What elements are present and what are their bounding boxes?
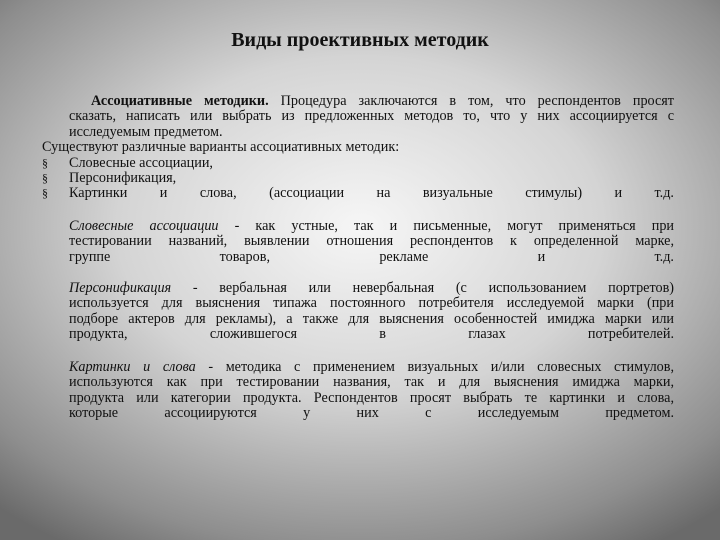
- word: и: [614, 185, 623, 202]
- word: продукта,: [69, 326, 128, 343]
- word: Картинки: [69, 185, 128, 202]
- word: исследуемым: [477, 404, 560, 421]
- p3-term: Картинки и слова: [69, 358, 196, 375]
- p2-line-1: [69, 281, 674, 296]
- word: них: [356, 404, 379, 421]
- list-item-text: Персонификация,: [69, 170, 177, 187]
- intro-line-1-text: Процедура заключаются в том, что респондентов просят: [280, 93, 675, 109]
- word: стимулы): [525, 185, 583, 202]
- word: у: [303, 404, 311, 421]
- intro-line-2: сказать, написать или выбрать из предложенных методов то, что у них ассоциируется с: [69, 108, 674, 125]
- p2-line-4: [69, 327, 674, 342]
- word: товаров,: [219, 248, 270, 265]
- p2-term: Персонификация: [69, 280, 172, 297]
- p2-line-1-text: - вербальная или невербальная (с использованием портретов): [171, 280, 674, 297]
- p3-line-1: [69, 360, 674, 375]
- paragraph-word-associations: [69, 219, 674, 265]
- paragraph-pictures-and-words: [69, 360, 674, 422]
- bullet-mark: §: [42, 171, 48, 186]
- variants-lead: Существуют различные варианты ассоциативных методик:: [42, 139, 400, 156]
- word: т.д.: [654, 185, 674, 202]
- intro-line-3: исследуемым предметом.: [69, 123, 223, 140]
- word: которые: [69, 404, 119, 421]
- word: с: [425, 404, 432, 421]
- p2-line-3: подборе актеров для рекламы), а также для выяснения особенностей имиджа марки или: [69, 310, 674, 327]
- word: в: [379, 326, 386, 343]
- variants-list: [42, 156, 674, 202]
- word: слова,: [199, 185, 237, 202]
- list-item: [42, 156, 674, 171]
- word: и: [159, 185, 168, 202]
- p3-line-2: используются как при тестировании названия, так и для выяснения имиджа марки,: [69, 374, 674, 391]
- list-item-text: Словесные ассоциации,: [69, 154, 213, 171]
- word: глазах: [468, 326, 506, 343]
- p1-line-2: тестировании названий, выявлении отношения респондентов к определенной марке,: [69, 233, 674, 250]
- word: ассоциируются: [164, 404, 257, 421]
- word: и: [537, 248, 546, 265]
- intro-line-1: [69, 94, 674, 109]
- bullet-mark: §: [42, 186, 48, 201]
- bullet-mark: §: [42, 155, 48, 170]
- word: т.д.: [654, 248, 674, 265]
- slide-title: Виды проективных методик: [231, 29, 489, 51]
- paragraph-personification: [69, 281, 674, 343]
- word: визуальные: [422, 185, 493, 202]
- list-item: [42, 186, 674, 201]
- p1-term: Словесные ассоциации: [69, 217, 219, 234]
- p3-line-3: продукта или категории продукта. Респондентов просят выбрать те картинки и слова,: [69, 389, 674, 406]
- list-item-text: [69, 186, 674, 201]
- word: на: [376, 185, 391, 202]
- slide-body: [42, 94, 674, 421]
- p3-line-1-text: - методика с применением визуальных и/или словесных стимулов,: [195, 358, 675, 375]
- word: сложившегося: [209, 326, 298, 343]
- p2-line-2: используется для выяснения типажа постоянного потребителя исследуемой марки (при: [69, 295, 674, 312]
- word: (ассоциации: [269, 185, 345, 202]
- intro-paragraph: [69, 94, 674, 140]
- intro-bold-term: Ассоциативные методики.: [91, 93, 269, 109]
- word: рекламе: [379, 248, 429, 265]
- word: группе: [69, 248, 111, 265]
- p1-line-1: [69, 219, 674, 234]
- p3-line-4: [69, 406, 674, 421]
- p1-line-1-text: - как устные, так и письменные, могут применяться при: [218, 217, 675, 234]
- p1-line-3: [69, 250, 674, 265]
- list-item: [42, 171, 674, 186]
- word: предметом.: [605, 404, 674, 421]
- word: потребителей.: [587, 326, 674, 343]
